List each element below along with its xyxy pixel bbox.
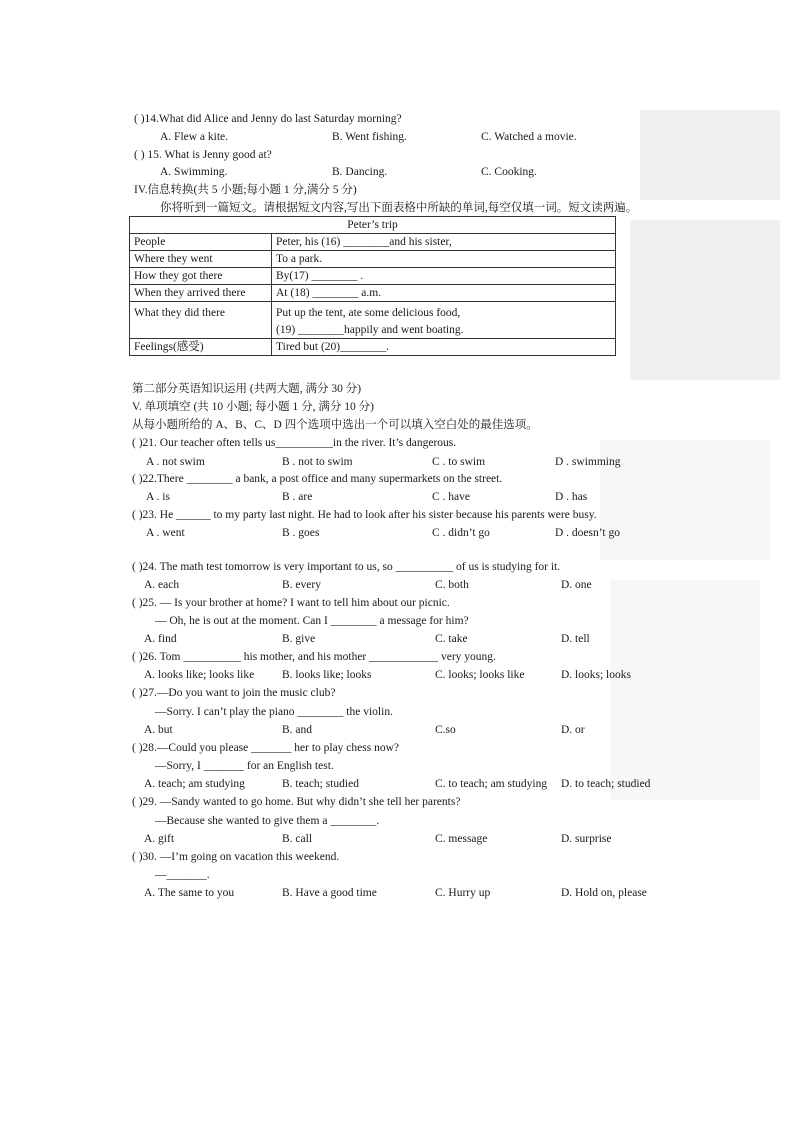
table-row (130, 302, 616, 339)
q15-option-b: B. Dancing. (332, 166, 388, 178)
q15-option-c: C. Cooking. (481, 166, 537, 178)
q30-option-a: A. The same to you (144, 887, 235, 899)
scan-noise (640, 110, 780, 200)
q28-option-c: C. to teach; am studying (435, 778, 548, 790)
section-5-heading: V. 单项填空 (共 10 小题; 每小题 1 分, 满分 10 分) (132, 401, 374, 413)
q28-option-d: D. to teach; studied (561, 778, 651, 790)
q26-option-d: D. looks; looks (561, 669, 631, 681)
q14-option-b: B. Went fishing. (332, 131, 407, 143)
question-25-stem: ( )25. — Is your brother at home? I want to tell him about our picnic. (132, 597, 450, 609)
q21-option-b: B . not to swim (282, 456, 353, 468)
q22-option-c: C . have (432, 491, 471, 503)
q27-option-c: C.so (435, 724, 456, 736)
question-24-stem: ( )24. The math test tomorrow is very important to us, so __________ of us is studying for it. (132, 561, 561, 573)
q14-option-a: A. Flew a kite. (160, 131, 229, 143)
q24-option-c: C. both (435, 579, 469, 591)
q24-option-b: B. every (282, 579, 321, 591)
q25-option-a: A. find (144, 633, 177, 645)
row-value: To a park. (272, 251, 616, 268)
q23-option-b: B . goes (282, 527, 320, 539)
q27-option-a: A. but (144, 724, 173, 736)
scan-noise (610, 580, 760, 800)
question-30-stem-2: —_______. (155, 869, 210, 881)
q23-option-a: A . went (146, 527, 185, 539)
row-value: Tired but (20)________. (272, 339, 616, 356)
scan-noise (630, 220, 780, 380)
q21-option-d: D . swimming (555, 456, 621, 468)
q23-option-c: C . didn’t go (432, 527, 490, 539)
question-29-stem-2: —Because she wanted to give them a ________. (155, 815, 380, 827)
peters-trip-table (129, 216, 616, 356)
table-row (130, 339, 616, 356)
row-value (272, 302, 616, 339)
q25-option-b: B. give (282, 633, 316, 645)
question-28-stem-2: —Sorry, I _______ for an English test. (155, 760, 334, 772)
question-14-stem: ( )14.What did Alice and Jenny do last Saturday morning? (134, 113, 402, 125)
question-15-stem: ( ) 15. What is Jenny good at? (134, 149, 272, 161)
row-value-line-1: Put up the tent, ate some delicious food, (276, 307, 461, 319)
row-label: How they got there (130, 268, 272, 285)
question-28-stem: ( )28.—Could you please _______ her to play chess now? (132, 742, 400, 754)
q25-option-c: C. take (435, 633, 468, 645)
q23-option-d: D . doesn’t go (555, 527, 620, 539)
row-label: Feelings(感受) (130, 339, 272, 356)
q24-option-a: A. each (144, 579, 180, 591)
q29-option-d: D. surprise (561, 833, 612, 845)
table-title: Peter’s trip (130, 217, 616, 234)
q22-option-d: D . has (555, 491, 588, 503)
q26-option-c: C. looks; looks like (435, 669, 525, 681)
q28-option-a: A. teach; am studying (144, 778, 245, 790)
q30-option-d: D. Hold on, please (561, 887, 647, 899)
row-label: People (130, 234, 272, 251)
q24-option-d: D. one (561, 579, 592, 591)
q29-option-a: A. gift (144, 833, 175, 845)
row-value: Peter, his (16) ________and his sister, (272, 234, 616, 251)
table-row (130, 234, 616, 251)
table-row (130, 268, 616, 285)
q26-option-a: A. looks like; looks like (144, 669, 255, 681)
table-row (130, 285, 616, 302)
question-22-stem: ( )22.There ________ a bank, a post office and many supermarkets on the street. (132, 473, 503, 485)
row-value-line-2: (19) ________happily and went boating. (276, 324, 464, 336)
row-value: At (18) ________ a.m. (272, 285, 616, 302)
q14-option-c: C. Watched a movie. (481, 131, 577, 143)
q21-option-a: A . not swim (146, 456, 205, 468)
question-27-stem-2: —Sorry. I can’t play the piano ________ the violin. (155, 706, 393, 718)
question-23-stem: ( )23. He ______ to my party last night. He had to look after his sister because his parents were busy. (132, 509, 597, 521)
q30-option-b: B. Have a good time (282, 887, 377, 899)
q25-option-d: D. tell (561, 633, 590, 645)
question-26-stem: ( )26. Tom __________ his mother, and his mother ____________ very young. (132, 651, 496, 663)
row-label: When they arrived there (130, 285, 272, 302)
q30-option-c: C. Hurry up (435, 887, 491, 899)
q28-option-b: B. teach; studied (282, 778, 359, 790)
table-row (130, 251, 616, 268)
row-label: What they did there (130, 302, 272, 339)
section-5-instruction: 从每小题所给的 A、B、C、D 四个选项中选出一个可以填入空白处的最佳选项。 (132, 419, 538, 431)
question-29-stem: ( )29. —Sandy wanted to go home. But why didn’t she tell her parents? (132, 796, 461, 808)
q26-option-b: B. looks like; looks (282, 669, 372, 681)
question-21-stem: ( )21. Our teacher often tells us__________in the river. It’s dangerous. (132, 437, 457, 449)
question-30-stem: ( )30. —I’m going on vacation this weekend. (132, 851, 340, 863)
row-label: Where they went (130, 251, 272, 268)
question-25-stem-2: — Oh, he is out at the moment. Can I ________ a message for him? (155, 615, 469, 627)
q21-option-c: C . to swim (432, 456, 486, 468)
section-4-heading: IV.信息转换(共 5 小题;每小题 1 分,满分 5 分) (134, 184, 357, 196)
q22-option-a: A . is (146, 491, 170, 503)
row-value: By(17) ________ . (272, 268, 616, 285)
q27-option-d: D. or (561, 724, 585, 736)
section-4-instruction: 你将听到一篇短文。请根据短文内容,写出下面表格中所缺的单词,每空仅填一词。短文读两遍。 (160, 202, 638, 214)
part-2-heading: 第二部分英语知识运用 (共两大题, 满分 30 分) (132, 383, 362, 395)
q27-option-b: B. and (282, 724, 313, 736)
q22-option-b: B . are (282, 491, 313, 503)
table-title-row (130, 217, 616, 234)
q29-option-c: C. message (435, 833, 488, 845)
q15-option-a: A. Swimming. (160, 166, 228, 178)
question-27-stem: ( )27.—Do you want to join the music club? (132, 687, 336, 699)
q29-option-b: B. call (282, 833, 313, 845)
scan-noise (600, 440, 770, 560)
